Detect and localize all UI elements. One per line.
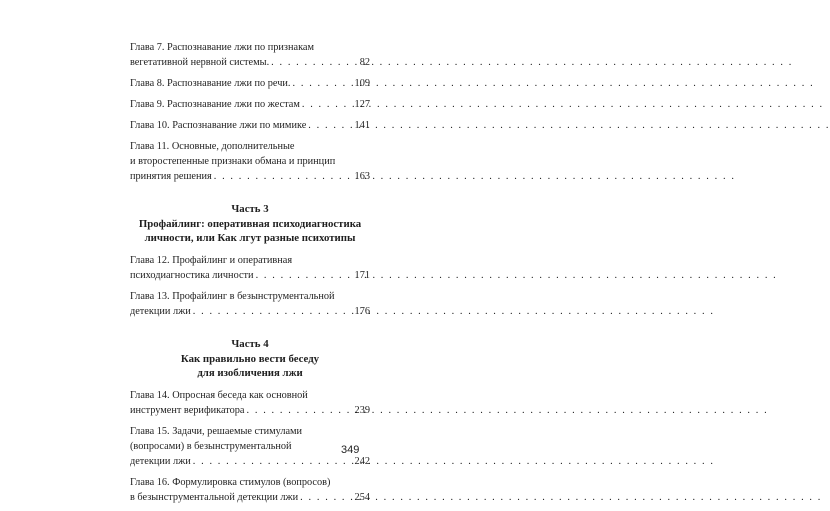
entry-page-number: 82: [359, 57, 370, 68]
entry-text-line: Глава 15. Задачи, решаемые стимулами: [130, 426, 303, 437]
toc-entry[interactable]: [130, 475, 370, 505]
entry-text-line: Глава 7. Распознавание лжи по признакам: [130, 42, 315, 53]
entry-text-line: Глава 10. Распознавание лжи по мимике: [130, 120, 307, 131]
toc-entry[interactable]: [130, 76, 370, 91]
part-heading: [130, 202, 370, 245]
entry-text-line: Глава 9. Распознавание лжи по жестам: [130, 99, 300, 110]
toc-entry[interactable]: [130, 289, 370, 319]
dot-leader: [193, 304, 353, 319]
entry-page-number: 109: [354, 78, 370, 89]
entry-text-line: Глава 8. Распознавание лжи по речи.: [130, 78, 291, 89]
dot-leader: [271, 55, 358, 70]
part-title-line: для изобличения лжи: [197, 367, 303, 379]
entry-text-line: детекции лжи: [130, 456, 191, 467]
entry-text-line: инструмент верификатора: [130, 405, 245, 416]
toc-entry[interactable]: [130, 97, 370, 112]
dot-leader: [308, 118, 352, 133]
entry-text-line: Глава 12. Профайлинг и оперативная: [130, 255, 293, 266]
dot-leader: [293, 76, 353, 91]
dot-leader: [247, 403, 353, 418]
entry-text-line: вегетативной нервной системы.: [130, 57, 270, 68]
entry-last-line: [130, 403, 370, 418]
toc-entry[interactable]: [130, 388, 370, 418]
entry-last-line: [130, 490, 370, 505]
entry-page-number: 127: [354, 99, 370, 110]
toc-entry[interactable]: [130, 253, 370, 283]
toc-entry[interactable]: [130, 139, 370, 184]
entry-page-number: 176: [354, 306, 370, 317]
part-title-line: личности, или Как лгут разные психотипы: [144, 232, 356, 244]
entry-page-number: 141: [354, 120, 370, 131]
entry-last-line: [130, 454, 370, 469]
entry-text-line: принятия решения: [130, 171, 212, 182]
entry-text-line: Глава 11. Основные, дополнительные: [130, 141, 295, 152]
entry-last-line: [130, 55, 370, 70]
part-heading: [130, 337, 370, 380]
part-title-line: Профайлинг: оперативная психодиагностика: [138, 218, 362, 230]
part-label: Часть 4: [231, 338, 269, 350]
page-number: 349: [341, 444, 360, 456]
entry-text-line: психодиагностика личности: [130, 270, 254, 281]
dot-leader: [256, 268, 353, 283]
entry-last-line: [130, 97, 370, 112]
entry-text-line: детекции лжи: [130, 306, 191, 317]
entry-last-line: [130, 169, 370, 184]
part-label: Часть 3: [231, 203, 269, 215]
entry-page-number: 242: [354, 456, 370, 467]
entry-page-number: 171: [354, 270, 370, 281]
entry-text-line: (вопросами) в безынструментальной: [130, 441, 292, 452]
entry-last-line: [130, 304, 370, 319]
entry-last-line: [130, 268, 370, 283]
entry-page-number: 239: [354, 405, 370, 416]
toc-entry[interactable]: [130, 424, 370, 469]
entry-text-line: Глава 14. Опросная беседа как основной: [130, 390, 308, 401]
entry-text-line: в безынструментальной детекции лжи: [130, 492, 299, 503]
toc-entry[interactable]: [130, 118, 370, 133]
entry-page-number: 254: [354, 492, 370, 503]
entry-page-number: 163: [354, 171, 370, 182]
dot-leader: [300, 490, 352, 505]
dot-leader: [214, 169, 353, 184]
entry-text-line: Глава 16. Формулировка стимулов (вопросов): [130, 477, 331, 488]
dot-leader: [193, 454, 353, 469]
part-title-line: Как правильно вести беседу: [180, 353, 320, 365]
dot-leader: [302, 97, 353, 112]
entry-text-line: и второстепенные признаки обмана и принцип: [130, 156, 336, 167]
entry-last-line: [130, 118, 370, 133]
entry-last-line: [130, 76, 370, 91]
table-of-contents: [130, 40, 370, 511]
entry-text-line: Глава 13. Профайлинг в безынструментальной: [130, 291, 335, 302]
toc-entry[interactable]: [130, 40, 370, 70]
